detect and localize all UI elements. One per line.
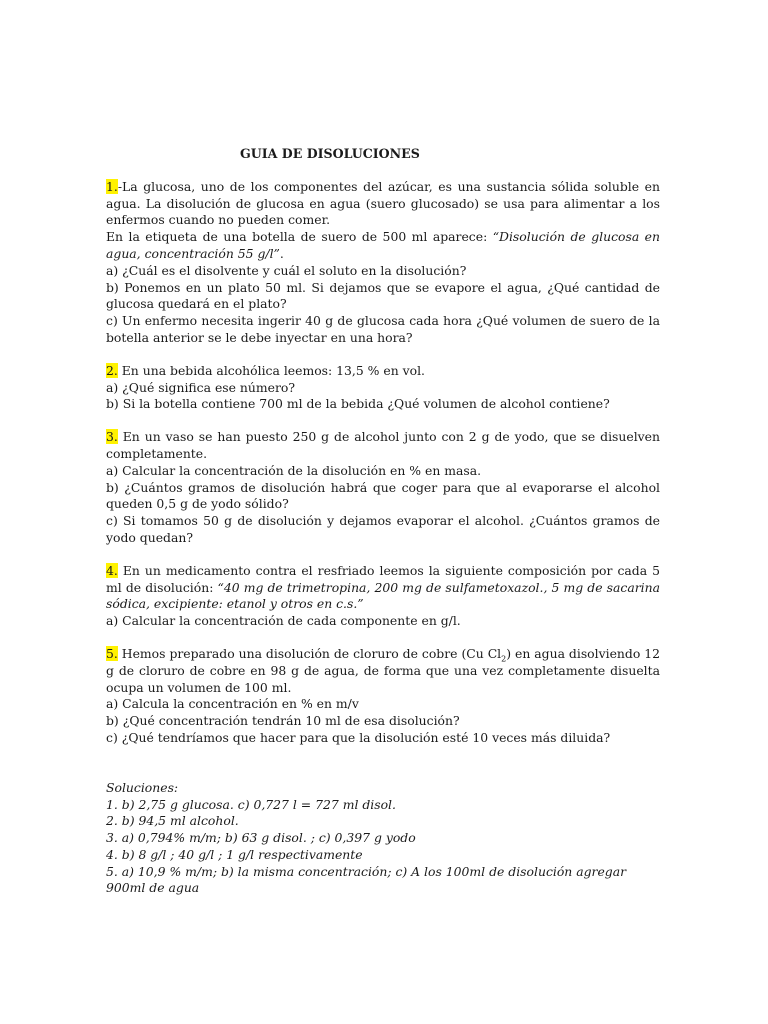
solution-item: 2. b) 94,5 ml alcohol. bbox=[106, 813, 239, 829]
exercise-5-question-c: c) ¿Qué tendríamos que hacer para que la disolución esté 10 veces más diluida? bbox=[106, 729, 611, 745]
exercise-4-intro bbox=[106, 563, 660, 613]
exercise-5-intro-text-2: ) en agua disolviendo 12 g de cloruro de cobre en 98 g de agua, de forma que una vez completamente disuelta ocupa un volumen de 100 ml. bbox=[106, 645, 660, 695]
solution-item: 1. b) 2,75 g glucosa. c) 0,727 l = 727 ml disol. bbox=[106, 796, 396, 812]
exercise-3-intro-text: En un vaso se han puesto 250 g de alcohol junto con 2 g de yodo, que se disuelven completamente. bbox=[106, 429, 660, 461]
exercise-number-highlight: 2. bbox=[106, 362, 118, 378]
exercise-5-subscript: 2 bbox=[501, 654, 507, 664]
solutions-section bbox=[106, 780, 660, 898]
exercise-1-label-suffix: . bbox=[279, 245, 284, 261]
exercise-1-question-c: c) Un enfermo necesita ingerir 40 g de glucosa cada hora ¿Qué volumen de suero de la botella anterior se le debe inyectar en una hora? bbox=[106, 313, 660, 345]
exercise-3-question-b: b) ¿Cuántos gramos de disolución habrá que coger para que al evaporarse el alcohol queden 0,5 g de yodo sólido? bbox=[106, 479, 660, 512]
exercise-2-question-a: a) ¿Qué significa ese número? bbox=[106, 379, 295, 395]
exercise-5-question-b: b) ¿Qué concentración tendrán 10 ml de esa disolución? bbox=[106, 713, 460, 729]
exercise-1-label-quote: “Disolución de glucosa en agua, concentración 55 g/l” bbox=[106, 229, 660, 261]
exercise-5-intro-text-1: Hemos preparado una disolución de cloruro de cobre (Cu Cl bbox=[117, 645, 502, 661]
exercise-4-quote: “40 mg de trimetropina, 200 mg de sulfametoxazol., 5 mg de sacarina sódica, excipiente: etanol y otros en c.s.” bbox=[106, 579, 660, 612]
exercise-number-highlight: 4. bbox=[106, 562, 118, 578]
exercise-1-intro-text: -La glucosa, uno de los componentes del azúcar, es una sustancia sólida soluble en agua. La disolución de glucosa en agua (suero glucosado) se usa para alimentar a los enfermos cuando no pueden comer. bbox=[106, 178, 660, 228]
document-page bbox=[106, 146, 660, 897]
exercise-5-intro bbox=[106, 646, 660, 696]
exercise-1 bbox=[106, 179, 660, 347]
solution-item: 5. a) 10,9 % m/m; b) la misma concentración; c) A los 100ml de disolución agregar 900ml de agua bbox=[106, 863, 627, 896]
exercise-number-highlight: 5. bbox=[106, 645, 118, 661]
exercise-2-question-b: b) Si la botella contiene 700 ml de la bebida ¿Qué volumen de alcohol contiene? bbox=[106, 396, 610, 412]
solution-item: 3. a) 0,794% m/m; b) 63 g disol. ; c) 0,397 g yodo bbox=[106, 830, 416, 846]
exercise-3 bbox=[106, 429, 660, 547]
exercise-5-question-a: a) Calcula la concentración en % en m/v bbox=[106, 696, 359, 712]
solutions-heading: Soluciones: bbox=[106, 779, 179, 795]
exercise-1-label bbox=[106, 229, 660, 263]
exercise-4-intro-text: En un medicamento contra el resfriado leemos la siguiente composición por cada 5 ml de disolución: bbox=[106, 562, 660, 595]
exercise-5 bbox=[106, 646, 660, 747]
exercise-1-label-prefix: En la etiqueta de una botella de suero de 500 ml aparece: bbox=[106, 229, 493, 245]
exercise-4-question-a: a) Calcular la concentración de cada componente en g/l. bbox=[106, 613, 461, 629]
exercise-number-highlight: 3. bbox=[106, 429, 118, 445]
exercise-1-question-a: a) ¿Cuál es el disolvente y cuál el soluto en la disolución? bbox=[106, 262, 467, 278]
exercise-1-intro bbox=[106, 179, 660, 229]
exercise-2-intro bbox=[106, 363, 660, 380]
exercise-number-highlight: 1. bbox=[106, 178, 118, 194]
exercise-1-question-b: b) Ponemos en un plato 50 ml. Si dejamos que se evapore el agua, ¿Qué cantidad de glucosa quedará en el plato? bbox=[106, 279, 660, 312]
solution-item: 4. b) 8 g/l ; 40 g/l ; 1 g/l respectivamente bbox=[106, 846, 363, 862]
exercise-3-question-c: c) Si tomamos 50 g de disolución y dejamos evaporar el alcohol. ¿Cuántos gramos de yodo quedan? bbox=[106, 513, 660, 545]
exercise-4 bbox=[106, 563, 660, 630]
exercise-2 bbox=[106, 363, 660, 413]
document-title: GUIA DE DISOLUCIONES bbox=[240, 146, 420, 161]
exercise-3-question-a: a) Calcular la concentración de la disolución en % en masa. bbox=[106, 462, 482, 478]
exercise-3-intro bbox=[106, 429, 660, 463]
exercise-2-intro-text: En una bebida alcohólica leemos: 13,5 % en vol. bbox=[117, 362, 425, 378]
